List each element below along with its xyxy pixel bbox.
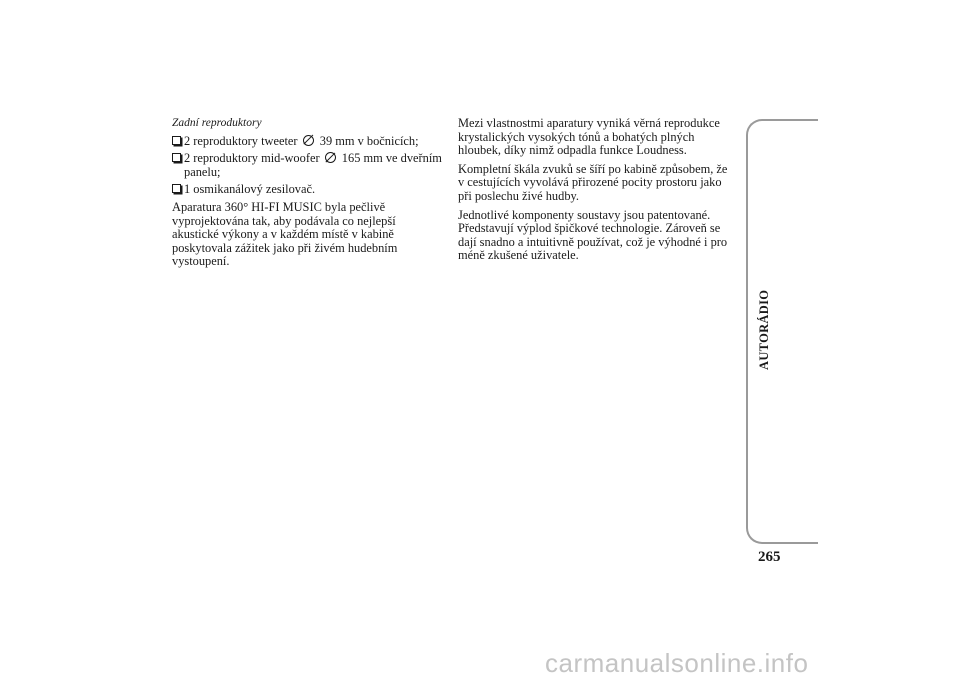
- watermark: carmanualsonline.info: [545, 648, 809, 678]
- page-number: 265: [758, 549, 781, 565]
- bullet-item: [172, 135, 444, 149]
- body-paragraph: Aparatura 360° HI-FI MUSIC byla pečlivě vyprojektována tak, aby podávala co nejlepší akustické výkony a v každém místě v kabině poskytovala zážitek jako při živém hudebním vystoupení.: [172, 199, 398, 269]
- checkbox-bullet-icon: [172, 184, 181, 193]
- body-paragraph: Mezi vlastnostmi aparatury vyniká věrná reprodukce krystalických vysokých tónů a bohatých plných hloubek, díky nimž odpadla funkce Loudness.: [458, 116, 720, 158]
- diameter-icon: [325, 152, 336, 163]
- diameter-icon: [303, 135, 314, 146]
- body-paragraph: Jednotlivé komponenty soustavy jsou patentované. Představují výplod špičkové technologie. Zároveň se dají snadno a intuitivně používat, což je výhodné i pro méně zkušené uživatele.: [458, 207, 728, 263]
- left-column: [172, 117, 444, 274]
- bullet-text-before: 2 reproduktory mid-woofer: [184, 151, 320, 166]
- bullet-item: [172, 183, 444, 197]
- bullet-item: [172, 152, 444, 179]
- bullet-text-after: 165 mm ve dveřním panelu;: [184, 151, 442, 179]
- bullet-text-after: 39 mm v bočnicích;: [319, 133, 419, 148]
- bullet-text-before: 2 reproduktory tweeter: [184, 133, 298, 148]
- chapter-tab-label: AUTORÁDIO: [757, 289, 771, 370]
- right-column: [458, 117, 732, 268]
- checkbox-bullet-icon: [172, 136, 181, 145]
- section-subheading: Zadní reproduktory: [172, 117, 262, 129]
- body-paragraph: Kompletní škála zvuků se šíří po kabině způsobem, že v cestujících vyvolává přirozené pocity prostoru jako při poslechu živé hudby.: [458, 161, 728, 203]
- bullet-text: 1 osmikanálový zesilovač.: [184, 182, 316, 197]
- checkbox-bullet-icon: [172, 153, 181, 162]
